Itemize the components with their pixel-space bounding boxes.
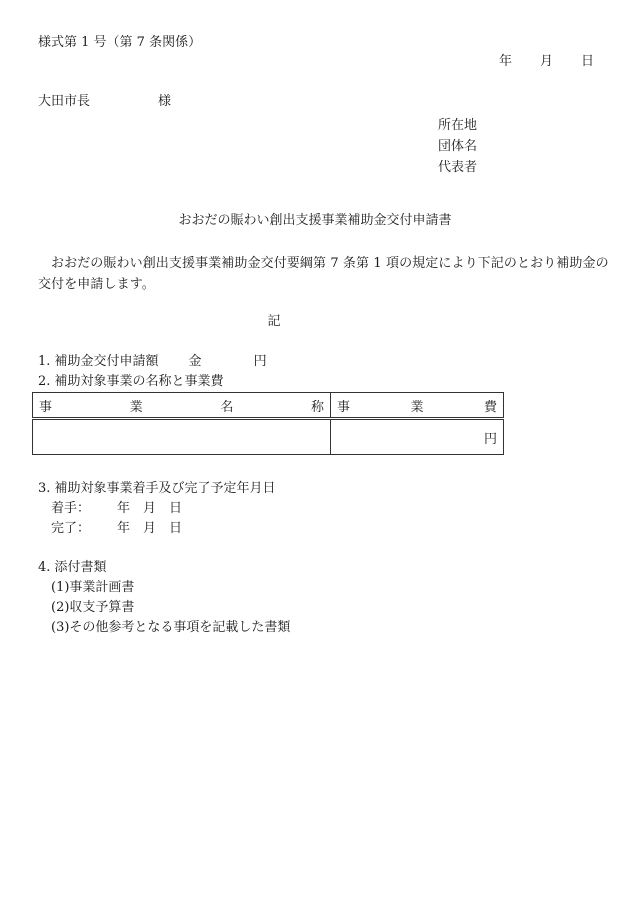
date-day-label: 日 — [581, 54, 595, 69]
schedule-end-year: 年 — [117, 521, 131, 536]
schedule-start-label: 着手： — [51, 501, 91, 516]
name-header-char: 称 — [310, 399, 324, 415]
name-header-char: 業 — [129, 399, 143, 415]
cost-unit: 円 — [483, 431, 497, 447]
table-row — [33, 419, 504, 455]
item-schedule — [38, 479, 276, 539]
schedule-end-month: 月 — [143, 521, 157, 536]
date-month-label: 月 — [540, 54, 554, 69]
project-label: 2. 補助対象事業の名称と事業費 — [38, 374, 224, 389]
name-header-char: 事 — [39, 399, 53, 415]
item-attachments — [38, 558, 290, 638]
attachment-item: (2)収支予算書 — [51, 600, 135, 615]
name-header — [39, 396, 324, 415]
item-amount — [38, 355, 267, 368]
attachments-label: 4. 添付書類 — [38, 560, 107, 575]
schedule-start-row — [38, 499, 276, 519]
schedule-end-day: 日 — [169, 521, 183, 536]
schedule-start-day: 日 — [169, 501, 183, 516]
form-reference: 様式第 1 号（第 7 条関係） — [38, 35, 202, 50]
amount-kin: 金 — [188, 354, 202, 369]
schedule-end-row — [38, 519, 276, 539]
amount-label: 1. 補助金交付申請額 — [38, 354, 159, 369]
table-header-row — [33, 393, 504, 419]
project-name-cell[interactable] — [33, 419, 331, 455]
schedule-start-year: 年 — [117, 501, 131, 516]
addressee — [38, 95, 171, 108]
attachment-item: (3)その他参考となる事項を記載した書類 — [51, 620, 291, 635]
addressee-honorific: 様 — [158, 94, 172, 109]
project-cost-cell[interactable] — [331, 419, 504, 455]
applicant-block — [438, 115, 477, 178]
body-paragraph: おおだの賑わい創出支援事業補助金交付要綱第 7 条第 1 項の規定により下記のとおり補助金の交付を申請します。 — [38, 256, 609, 292]
applicant-address-label: 所在地 — [438, 118, 478, 133]
schedule-start-month: 月 — [143, 501, 157, 516]
applicant-representative-label: 代表者 — [438, 160, 478, 175]
name-header-char: 名 — [220, 399, 234, 415]
ki-marker: 記 — [267, 314, 281, 329]
project-cost-table — [32, 392, 504, 455]
cost-header-char: 事 — [337, 399, 351, 415]
date-year-label: 年 — [499, 54, 513, 69]
schedule-label: 3. 補助対象事業着手及び完了予定年月日 — [38, 481, 276, 496]
document-title: おおだの賑わい創出支援事業補助金交付申請書 — [178, 213, 452, 228]
cost-header-char: 業 — [410, 399, 424, 415]
cost-header — [337, 396, 497, 415]
cost-header-cell — [331, 393, 504, 419]
schedule-end-label: 完了： — [51, 521, 91, 536]
applicant-organization-label: 団体名 — [438, 139, 478, 154]
name-header-cell — [33, 393, 331, 419]
amount-yen: 円 — [253, 354, 267, 369]
date-line — [499, 55, 594, 68]
cost-header-char: 費 — [483, 399, 497, 415]
addressee-name: 大田市長 — [38, 94, 91, 109]
attachment-item: (1)事業計画書 — [51, 580, 135, 595]
